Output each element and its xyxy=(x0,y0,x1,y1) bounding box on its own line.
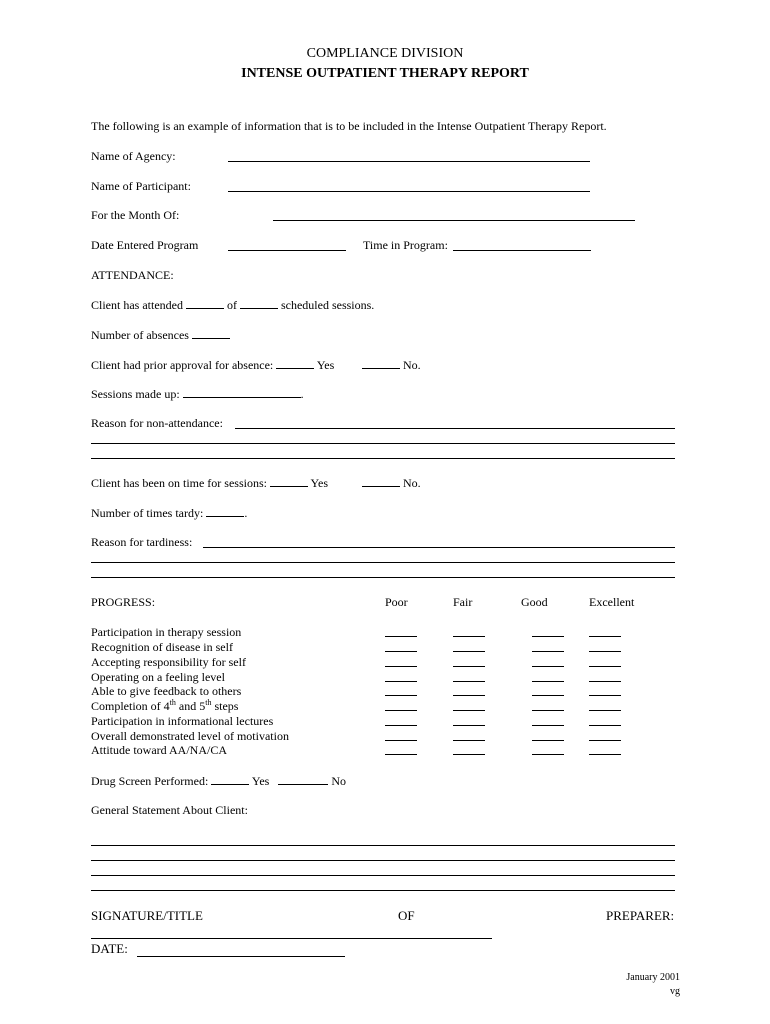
on-time-no-field[interactable] xyxy=(362,475,400,487)
attended-suffix: scheduled sessions. xyxy=(280,298,375,312)
times-tardy-field[interactable] xyxy=(206,505,244,517)
prior-approval-row xyxy=(91,357,334,373)
column-good: Good xyxy=(521,595,548,609)
rating-blank-excellent[interactable] xyxy=(589,666,621,667)
general-statement-line-3[interactable] xyxy=(91,875,675,876)
general-statement-line-1[interactable] xyxy=(91,845,675,846)
prior-approval-yes: Yes xyxy=(316,358,335,372)
signature-preparer-label: PREPARER: xyxy=(606,908,675,923)
rating-blank-good[interactable] xyxy=(532,695,564,696)
absences-field[interactable] xyxy=(192,327,230,339)
rating-blank-fair[interactable] xyxy=(453,681,485,682)
attended-prefix: Client has attended xyxy=(91,298,183,312)
rating-blank-good[interactable] xyxy=(532,710,564,711)
month-field[interactable] xyxy=(273,220,635,221)
general-statement-line-4[interactable] xyxy=(91,890,675,891)
footer-initials: vg xyxy=(670,986,680,997)
rating-blank-good[interactable] xyxy=(532,666,564,667)
progress-heading: PROGRESS: xyxy=(91,595,156,609)
attended-of: of xyxy=(226,298,237,312)
signature-title-label: SIGNATURE/TITLE xyxy=(91,908,203,923)
on-time-yes: Yes xyxy=(310,476,329,490)
date-label: DATE: xyxy=(91,941,128,956)
reason-tardiness-line-2[interactable] xyxy=(91,562,675,563)
scheduled-count-field[interactable] xyxy=(240,297,278,309)
rating-blank-fair[interactable] xyxy=(453,740,485,741)
absences-label: Number of absences xyxy=(91,328,189,342)
on-time-yes-field[interactable] xyxy=(270,475,308,487)
rating-blank-poor[interactable] xyxy=(385,710,417,711)
progress-item-steps: Completion of 4th and 5th steps xyxy=(91,698,239,713)
on-time-row xyxy=(91,475,328,491)
date-entered-field[interactable] xyxy=(228,250,346,251)
attendance-heading: ATTENDANCE: xyxy=(91,268,174,282)
rating-blank-poor[interactable] xyxy=(385,754,417,755)
rating-blank-good[interactable] xyxy=(532,725,564,726)
rating-blank-excellent[interactable] xyxy=(589,695,621,696)
rating-blank-excellent[interactable] xyxy=(589,740,621,741)
prior-approval-no-row xyxy=(362,357,421,373)
drug-screen-no-field[interactable] xyxy=(278,773,328,785)
column-poor: Poor xyxy=(385,595,408,609)
reason-tardiness-label: Reason for tardiness: xyxy=(91,535,193,549)
progress-item: Participation in therapy session xyxy=(91,625,242,639)
column-excellent: Excellent xyxy=(589,595,635,609)
intro-text: The following is an example of information that is to be included in the Intense Outpatient Therapy Report. xyxy=(91,119,607,133)
on-time-label: Client has been on time for sessions: xyxy=(91,476,267,490)
signature-of-label: OF xyxy=(398,908,415,923)
time-in-program-label: Time in Program: xyxy=(363,238,448,252)
rating-blank-excellent[interactable] xyxy=(589,710,621,711)
rating-blank-fair[interactable] xyxy=(453,666,485,667)
general-statement-line-2[interactable] xyxy=(91,860,675,861)
rating-blank-good[interactable] xyxy=(532,740,564,741)
rating-blank-poor[interactable] xyxy=(385,651,417,652)
attended-row xyxy=(91,297,374,313)
rating-blank-poor[interactable] xyxy=(385,740,417,741)
progress-item: Overall demonstrated level of motivation xyxy=(91,729,289,743)
reason-tardiness-line-1[interactable] xyxy=(203,547,675,548)
rating-blank-poor[interactable] xyxy=(385,666,417,667)
rating-blank-excellent[interactable] xyxy=(589,651,621,652)
participant-label: Name of Participant: xyxy=(91,179,191,193)
rating-blank-excellent[interactable] xyxy=(589,725,621,726)
signature-line[interactable] xyxy=(91,938,492,939)
progress-item: Accepting responsibility for self xyxy=(91,655,246,669)
times-tardy-row: Number of times tardy: . xyxy=(91,506,248,520)
rating-blank-good[interactable] xyxy=(532,754,564,755)
rating-blank-poor[interactable] xyxy=(385,725,417,726)
progress-item: Operating on a feeling level xyxy=(91,670,225,684)
agency-label: Name of Agency: xyxy=(91,149,176,163)
on-time-no-row xyxy=(362,475,421,491)
rating-blank-fair[interactable] xyxy=(453,636,485,637)
agency-field[interactable] xyxy=(228,161,590,162)
date-entered-label: Date Entered Program xyxy=(91,238,199,252)
reason-nonattendance-line-3[interactable] xyxy=(91,458,675,459)
times-tardy-label: Number of times tardy: xyxy=(91,506,204,520)
progress-item: Able to give feedback to others xyxy=(91,684,242,698)
rating-blank-fair[interactable] xyxy=(453,710,485,711)
progress-item: Participation in informational lectures xyxy=(91,714,274,728)
reason-tardiness-line-3[interactable] xyxy=(91,577,675,578)
column-fair: Fair xyxy=(453,595,473,609)
rating-blank-poor[interactable] xyxy=(385,695,417,696)
prior-approval-label: Client had prior approval for absence: xyxy=(91,358,274,372)
reason-nonattendance-line-1[interactable] xyxy=(235,428,675,429)
rating-blank-good[interactable] xyxy=(532,651,564,652)
rating-blank-fair[interactable] xyxy=(453,754,485,755)
rating-blank-excellent[interactable] xyxy=(589,681,621,682)
drug-screen-yes: Yes xyxy=(251,774,270,788)
progress-item: Recognition of disease in self xyxy=(91,640,233,654)
prior-approval-no-field[interactable] xyxy=(362,357,400,369)
absences-row xyxy=(91,327,230,343)
progress-item: Attitude toward AA/NA/CA xyxy=(91,743,227,757)
drug-screen-label: Drug Screen Performed: xyxy=(91,774,209,788)
rating-blank-poor[interactable] xyxy=(385,636,417,637)
prior-approval-yes-field[interactable] xyxy=(276,357,314,369)
general-statement-label: General Statement About Client: xyxy=(91,803,248,817)
drug-screen-row xyxy=(91,773,346,789)
rating-blank-fair[interactable] xyxy=(453,695,485,696)
sessions-made-up-label: Sessions made up: xyxy=(91,387,180,401)
rating-blank-excellent[interactable] xyxy=(589,636,621,637)
footer-date: January 2001 xyxy=(626,972,680,983)
drug-screen-yes-field[interactable] xyxy=(211,773,249,785)
rating-blank-good[interactable] xyxy=(532,681,564,682)
rating-blank-good[interactable] xyxy=(532,636,564,637)
sessions-made-up-row: Sessions made up: . xyxy=(91,387,304,401)
date-field[interactable] xyxy=(137,956,345,957)
attended-count-field[interactable] xyxy=(186,297,224,309)
division-title: COMPLIANCE DIVISION xyxy=(306,46,464,61)
drug-screen-no: No xyxy=(331,774,346,788)
participant-field[interactable] xyxy=(228,191,590,192)
rating-blank-fair[interactable] xyxy=(453,725,485,726)
on-time-no: No. xyxy=(403,476,421,490)
reason-nonattendance-line-2[interactable] xyxy=(91,443,675,444)
prior-approval-no: No. xyxy=(403,358,421,372)
report-title: INTENSE OUTPATIENT THERAPY REPORT xyxy=(241,66,529,81)
sessions-made-up-field[interactable] xyxy=(183,386,301,398)
reason-nonattendance-label: Reason for non-attendance: xyxy=(91,416,223,430)
rating-blank-fair[interactable] xyxy=(453,651,485,652)
rating-blank-poor[interactable] xyxy=(385,681,417,682)
time-in-program-field[interactable] xyxy=(453,250,591,251)
rating-blank-excellent[interactable] xyxy=(589,754,621,755)
month-label: For the Month Of: xyxy=(91,208,180,222)
